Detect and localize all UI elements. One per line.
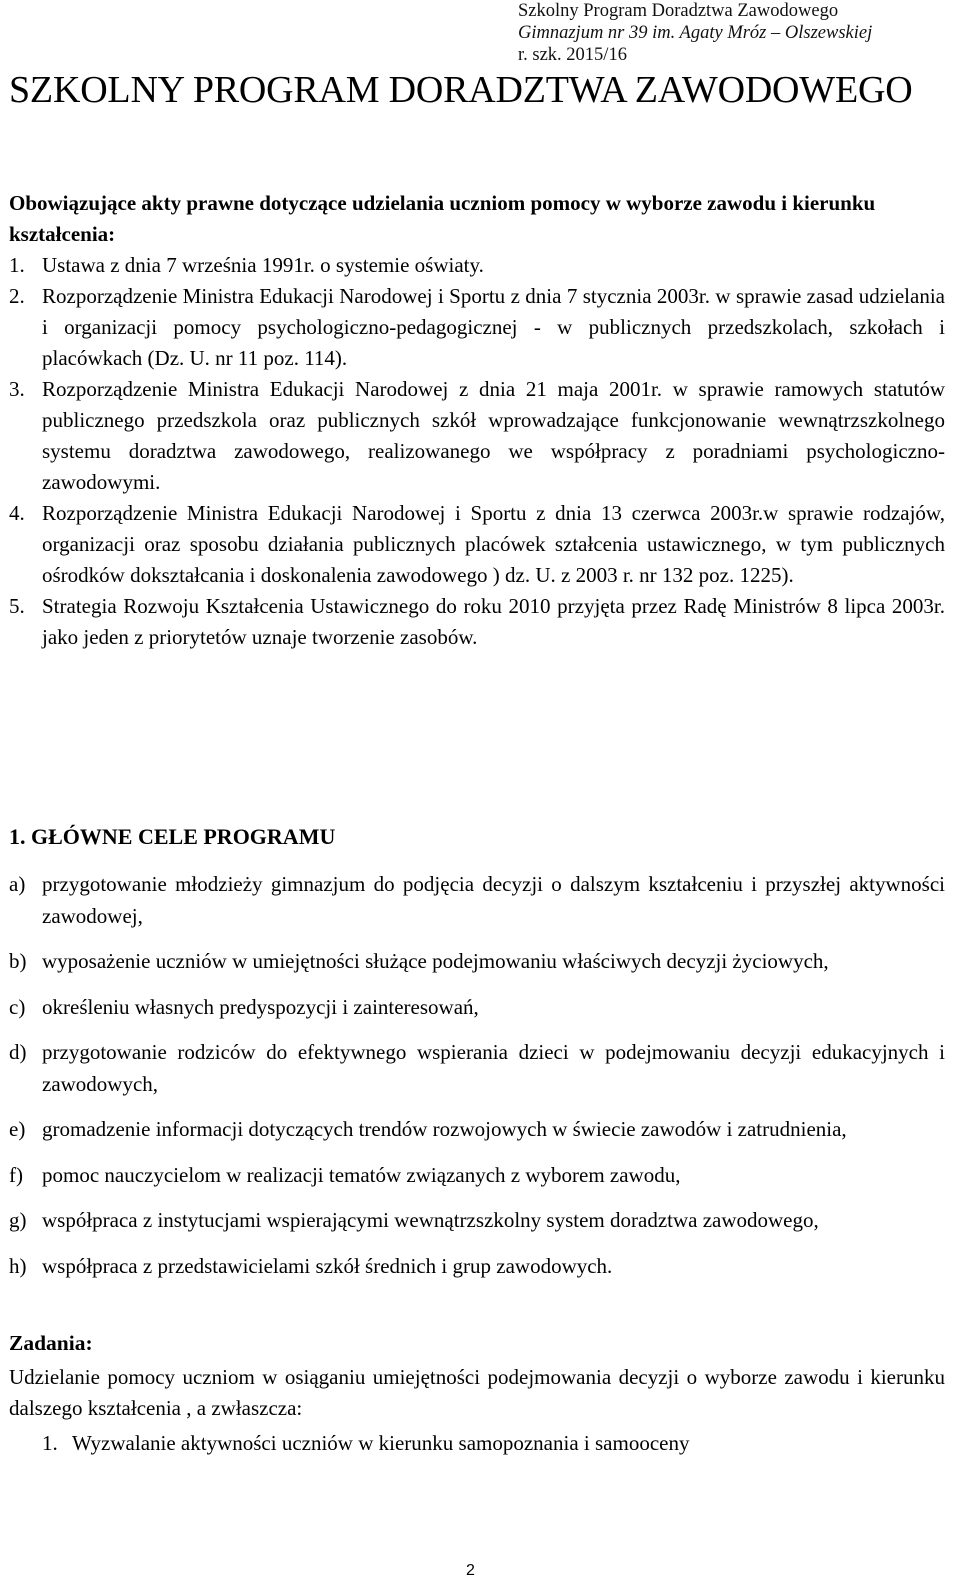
legal-act-text: Rozporządzenie Ministra Edukacji Narodowej i Sportu z dnia 13 czerwca 2003r.w sprawie rodzajów, organizacji oraz sposobu działania publicznych placówek ształcenia ustawicznego, w tym publicznych ośrodków dokształcania i doskonalenia zawodowego ) dz. U. z 2003 r. nr 132 poz. 1225). (42, 501, 945, 587)
header-line-program: Szkolny Program Doradztwa Zawodowego (518, 1, 839, 21)
list-number: 4. (9, 501, 25, 525)
list-marker: c) (9, 994, 26, 1019)
header-line-school: Gimnazjum nr 39 im. Agaty Mróz – Olszewskiej (518, 23, 873, 43)
tasks-heading: Zadania: (9, 1331, 93, 1355)
goal-text: współpraca z przedstawicielami szkół średnich i grup zawodowych. (42, 1253, 613, 1278)
legal-act-text: Strategia Rozwoju Kształcenia Ustawicznego do roku 2010 przyjęta przez Radę Ministrów 8 lipca 2003r. jako jeden z priorytetów uznaje tworzenie zasobów. (42, 594, 945, 649)
goal-item (9, 992, 945, 1024)
task-text: Wyzwalanie aktywności uczniów w kierunku samopoznania i samooceny (72, 1431, 690, 1455)
list-number: 5. (9, 594, 25, 618)
list-marker: a) (9, 872, 26, 896)
goal-text: gromadzenie informacji dotyczących trendów rozwojowych w świecie zawodów i zatrudnienia, (42, 1117, 847, 1141)
goals-heading: 1. GŁÓWNE CELE PROGRAMU (9, 824, 336, 849)
goals-list (9, 869, 945, 1282)
running-header (518, 0, 948, 66)
list-number: 1. (42, 1431, 58, 1455)
goal-item (9, 1114, 945, 1146)
goals-section (9, 822, 945, 1296)
legal-act-item (9, 374, 945, 498)
list-marker: e) (9, 1117, 26, 1141)
legal-act-text: Rozporządzenie Ministra Edukacji Narodowej z dnia 21 maja 2001r. w sprawie ramowych statutów publicznego przedszkola oraz publicznych szkół wprowadzające funkcjonowanie wewnątrzszkolnego systemu doradztwa zawodowego, realizowanego we współpracy z poradniami psychologiczno- zawodowymi. (42, 377, 945, 494)
list-marker: b) (9, 949, 27, 973)
tasks-list (9, 1428, 945, 1459)
list-number: 1. (9, 253, 25, 277)
list-marker: f) (9, 1162, 23, 1187)
goal-item (9, 1251, 945, 1283)
goal-item (9, 869, 945, 932)
legal-acts-heading: Obowiązujące akty prawne dotyczące udzielania uczniom pomocy w wyborze zawodu i kierunku kształcenia: (9, 191, 876, 246)
goal-item (9, 1205, 945, 1237)
list-marker: g) (9, 1208, 27, 1232)
list-number: 2. (9, 284, 25, 308)
page-number: 2 (466, 1562, 475, 1579)
task-item (9, 1428, 945, 1459)
legal-act-item (9, 498, 945, 591)
list-marker: d) (9, 1040, 27, 1064)
legal-acts-section (9, 188, 945, 653)
legal-act-text: Ustawa z dnia 7 września 1991r. o systemie oświaty. (42, 253, 484, 277)
document-title: SZKOLNY PROGRAM DORADZTWA ZAWODOWEGO (9, 69, 913, 111)
goal-text: przygotowanie rodziców do efektywnego wspierania dzieci w podejmowaniu decyzji edukacyjnych i zawodowych, (42, 1040, 945, 1096)
goal-text: przygotowanie młodzieży gimnazjum do podjęcia decyzji o dalszym kształceniu i przyszłej aktywności zawodowej, (42, 872, 945, 928)
legal-acts-list (9, 250, 945, 653)
goal-item (9, 1160, 945, 1192)
list-number: 3. (9, 377, 25, 401)
goal-text: współpraca z instytucjami wspierającymi wewnątrzszkolny system doradztwa zawodowego, (42, 1208, 819, 1232)
header-line-year: r. szk. 2015/16 (518, 45, 627, 65)
legal-act-item (9, 281, 945, 374)
list-marker: h) (9, 1253, 27, 1278)
legal-act-text: Rozporządzenie Ministra Edukacji Narodowej i Sportu z dnia 7 stycznia 2003r. w sprawie zasad udzielania i organizacji pomocy psychologiczno-pedagogicznej - w publicznych przedszkolach, szkołach i placówkach (Dz. U. nr 11 poz. 114). (42, 284, 945, 370)
goal-text: określeniu własnych predyspozycji i zainteresowań, (42, 994, 479, 1019)
legal-act-item (9, 591, 945, 653)
goal-text: wyposażenie uczniów w umiejętności służące podejmowaniu właściwych decyzji życiowych, (42, 949, 829, 973)
tasks-section (9, 1328, 945, 1459)
goal-text: pomoc nauczycielom w realizacji tematów związanych z wyborem zawodu, (42, 1162, 681, 1187)
goal-item (9, 1037, 945, 1100)
legal-act-item (9, 250, 945, 281)
goal-item (9, 946, 945, 978)
tasks-intro: Udzielanie pomocy uczniom w osiąganiu umiejętności podejmowania decyzji o wyborze zawodu i kierunku dalszego kształcenia , a zwłaszcza: (9, 1365, 945, 1420)
